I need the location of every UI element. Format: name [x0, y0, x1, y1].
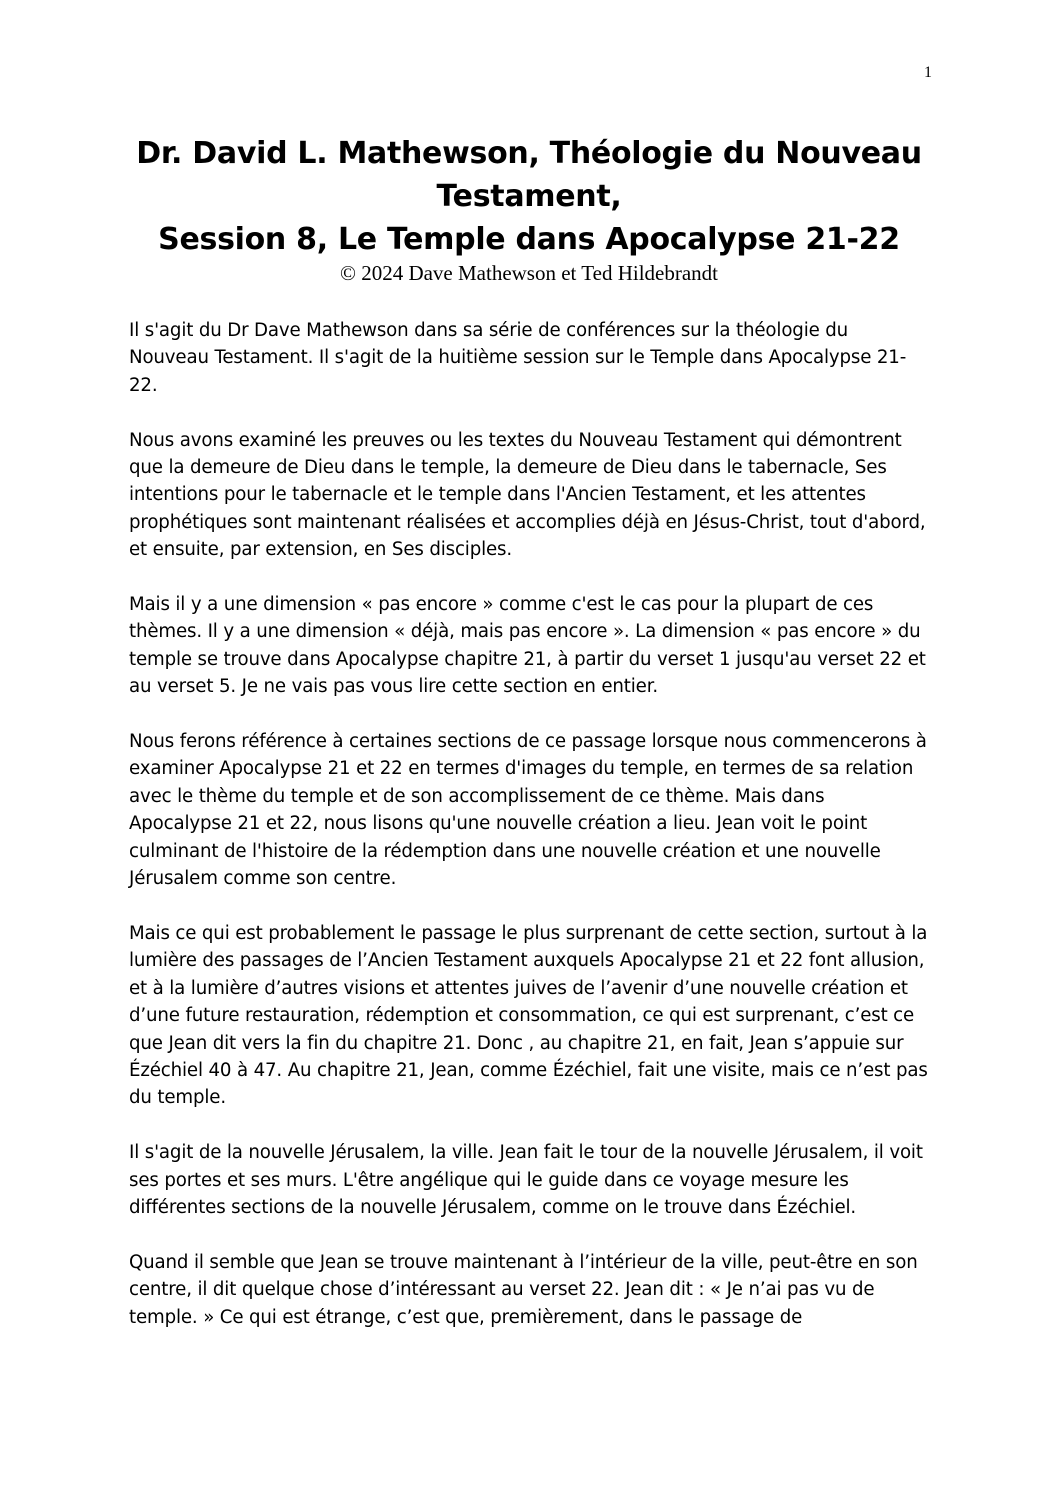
document-title-line-2: Testament,	[436, 179, 622, 214]
document-header	[100, 132, 958, 285]
paragraph: Mais ce qui est probablement le passage le plus surprenant de cette section, surtout à la lumière des passages de l’Ancien Testament auxquels Apocalypse 21 et 22 font allusion, et à la lumière d’autres visions et attentes juives de l’avenir d’une nouvelle création et d’une future restauration, rédemption et consommation, ce qui est surprenant, c’est ce que Jean dit vers la fin du chapitre 21. Donc , au chapitre 21, en fait, Jean s’appuie sur Ézéchiel 40 à 47. Au chapitre 21, Jean, comme Ézéchiel, fait une visite, mais ce n’est pas du temple.	[129, 922, 928, 1109]
copyright-notice: © 2024 Dave Mathewson et Ted Hildebrandt	[339, 261, 718, 285]
paragraph: Nous ferons référence à certaines sections de ce passage lorsque nous commencerons à examiner Apocalypse 21 et 22 en termes d'images du temple, en termes de sa relation avec le thème du temple et de son accomplissement de ce thème. Mais dans Apocalypse 21 et 22, nous lisons qu'une nouvelle création a lieu. Jean voit le point culminant de l'histoire de la rédemption dans une nouvelle création et une nouvelle Jérusalem comme son centre.	[129, 731, 927, 890]
paragraph: Nous avons examiné les preuves ou les textes du Nouveau Testament qui démontrent que la demeure de Dieu dans le temple, la demeure de Dieu dans le tabernacle, Ses intentions pour le tabernacle et le temple dans l'Ancien Testament, et les attentes prophétiques sont maintenant réalisées et accomplies déjà en Jésus-Christ, tout d'abord, et ensuite, par extension, en Ses disciples.	[129, 429, 926, 561]
document-title-line-1: Dr. David L. Mathewson, Théologie du Nouveau	[136, 136, 922, 171]
paragraph: Quand il semble que Jean se trouve maintenant à l’intérieur de la ville, peut-être en son centre, il dit quelque chose d’intéressant au verset 22. Jean dit : « Je n’ai pas vu de temple. » Ce qui est étrange, c’est que, premièrement, dans le passage de	[129, 1251, 918, 1328]
document-body	[129, 317, 931, 1358]
paragraph: Il s'agit du Dr Dave Mathewson dans sa série de conférences sur la théologie du Nouveau Testament. Il s'agit de la huitième session sur le Temple dans Apocalypse 21-22.	[129, 320, 907, 396]
document-title-line-3: Session 8, Le Temple dans Apocalypse 21-22	[158, 222, 900, 257]
page-number: 1	[924, 64, 932, 81]
paragraph: Mais il y a une dimension « pas encore » comme c'est le cas pour la plupart de ces thèmes. Il y a une dimension « déjà, mais pas encore ». La dimension « pas encore » du temple se trouve dans Apocalypse chapitre 21, à partir du verset 1 jusqu'au verset 22 et au verset 5. Je ne vais pas vous lire cette section en entier.	[129, 594, 926, 698]
paragraph: Il s'agit de la nouvelle Jérusalem, la ville. Jean fait le tour de la nouvelle Jérusalem, il voit ses portes et ses murs. L'être angélique qui le guide dans ce voyage mesure les différentes sections de la nouvelle Jérusalem, comme on le trouve dans Ézéchiel.	[129, 1142, 923, 1218]
